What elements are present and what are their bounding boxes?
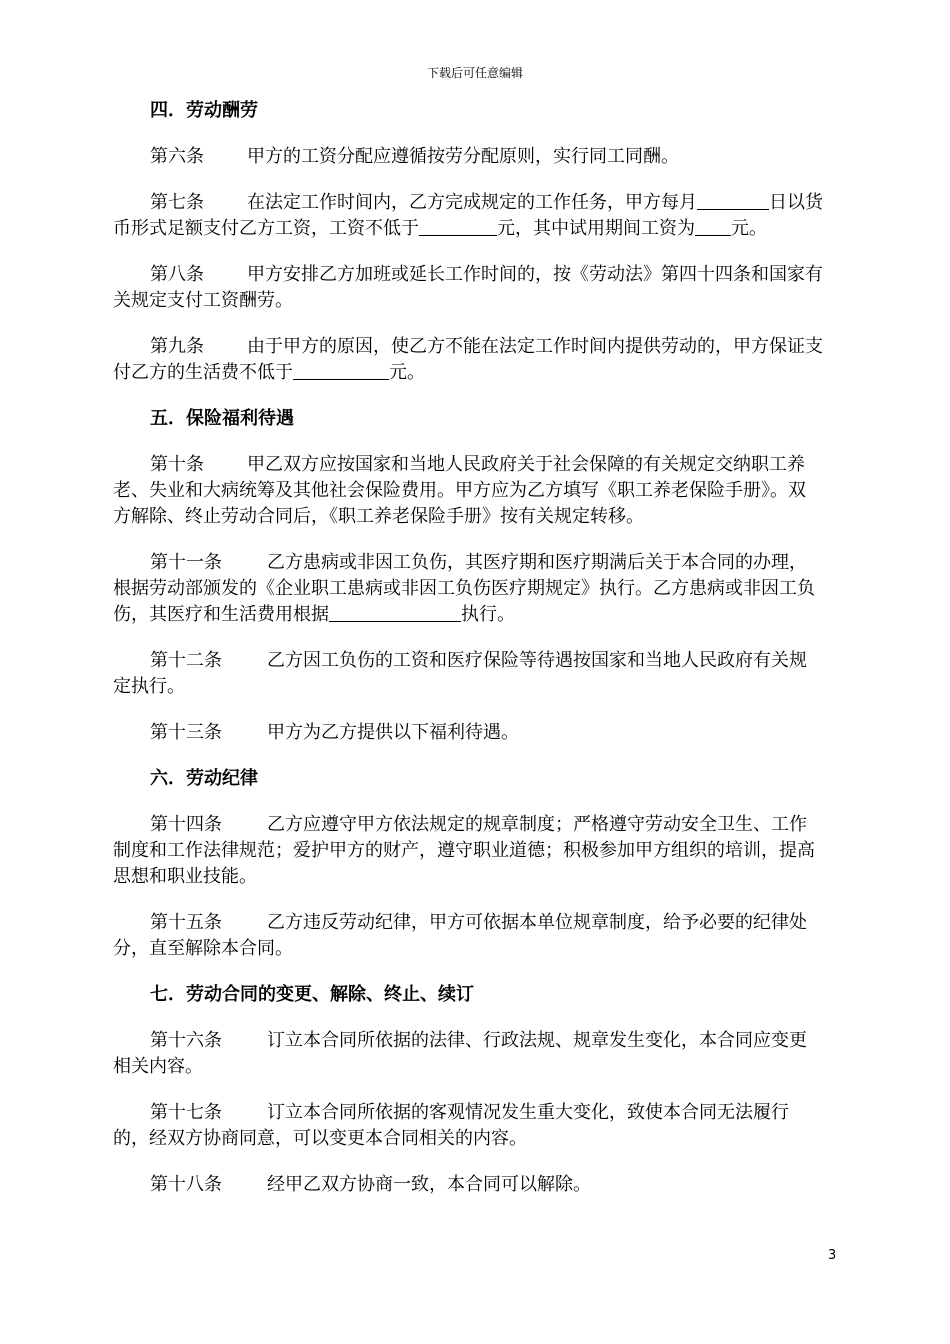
- article-text: 甲方安排乙方加班或延长工作时间的，按《劳动法》第四十四条和国家有关规定支付工资酬劳。: [113, 264, 823, 311]
- article-text: 甲乙双方应按国家和当地人民政府关于社会保障的有关规定交纳职工养老、失业和大病统筹及其他社会保险费用。甲方应为乙方填写《职工养老保险手册》。双方解除、终止劳动合同后，《职工养老保险手册》按有关规定转移。: [113, 454, 806, 527]
- page-header: 下载后可任意编辑: [426, 66, 523, 80]
- article-text: 元。: [731, 218, 767, 239]
- article-label: 第十四条: [150, 814, 222, 835]
- section-heading-5: 五．保险福利待遇: [150, 408, 294, 429]
- article-text: 乙方违反劳动纪律，甲方可依据本单位规章制度，给予必要的纪律处分，直至解除本合同。: [113, 912, 807, 959]
- page-number: 3: [828, 1248, 837, 1263]
- article-7: [113, 190, 823, 242]
- blank-probation-wage: [695, 217, 731, 236]
- article-text: 日以货币形式足额支付乙方工资，工资不低于: [113, 192, 823, 239]
- article-text: 执行。: [461, 604, 515, 625]
- article-text: 乙方应遵守甲方依法规定的规章制度；严格遵守劳动安全卫生、工作制度和工作法律规范；爱护甲方的财产，遵守职业道德；积极参加甲方组织的培训，提高思想和职业技能。: [113, 814, 815, 887]
- article-text: 甲方为乙方提供以下福利待遇。: [267, 722, 519, 743]
- article-17: [113, 1100, 823, 1152]
- article-8: [113, 262, 823, 314]
- article-label: 第十三条: [150, 722, 222, 743]
- article-text: 订立本合同所依据的客观情况发生重大变化，致使本合同无法履行的，经双方协商同意，可以变更本合同相关的内容。: [113, 1102, 789, 1149]
- section-heading-4: 四．劳动酬劳: [150, 100, 258, 121]
- article-18: [113, 1172, 823, 1198]
- article-label: 第十六条: [150, 1030, 222, 1051]
- blank-medical-basis: [329, 603, 461, 622]
- article-label: 第八条: [150, 264, 204, 285]
- article-label: 第十五条: [150, 912, 222, 933]
- article-16: [113, 1028, 823, 1080]
- article-label: 第十八条: [150, 1174, 222, 1195]
- article-12: [113, 648, 823, 700]
- article-text: 在法定工作时间内，乙方完成规定的工作任务，甲方每月: [247, 192, 697, 213]
- article-text: 元。: [389, 362, 425, 383]
- blank-pay-day: [697, 191, 769, 210]
- article-text: 订立本合同所依据的法律、行政法规、规章发生变化，本合同应变更相关内容。: [113, 1030, 807, 1077]
- document-body: [113, 98, 823, 1218]
- article-11: [113, 550, 823, 628]
- article-label: 第六条: [150, 146, 204, 167]
- article-label: 第十七条: [150, 1102, 222, 1123]
- section-heading-7: 七．劳动合同的变更、解除、终止、续订: [150, 984, 474, 1005]
- blank-living-allowance: [293, 361, 389, 380]
- article-10: [113, 452, 823, 530]
- article-text: 甲方的工资分配应遵循按劳分配原则，实行同工同酬。: [247, 146, 679, 167]
- article-text: 元，其中试用期间工资为: [497, 218, 695, 239]
- article-6: [113, 144, 823, 170]
- article-14: [113, 812, 823, 890]
- section-heading-6: 六．劳动纪律: [150, 768, 258, 789]
- article-text: 经甲乙双方协商一致，本合同可以解除。: [267, 1174, 591, 1195]
- article-13: [113, 720, 823, 746]
- blank-min-wage: [419, 217, 497, 236]
- article-9: [113, 334, 823, 386]
- article-label: 第十条: [150, 454, 204, 475]
- article-label: 第十二条: [150, 650, 222, 671]
- article-text: 乙方因工负伤的工资和医疗保险等待遇按国家和当地人民政府有关规定执行。: [113, 650, 807, 697]
- article-text: 乙方患病或非因工负伤，其医疗期和医疗期满后关于本合同的办理，根据劳动部颁发的《企业职工患病或非因工负伤医疗期规定》执行。乙方患病或非因工负伤，其医疗和生活费用根据: [113, 552, 815, 625]
- article-text: 由于甲方的原因，使乙方不能在法定工作时间内提供劳动的，甲方保证支付乙方的生活费不低于: [113, 336, 823, 383]
- article-label: 第九条: [150, 336, 204, 357]
- article-label: 第七条: [150, 192, 204, 213]
- article-15: [113, 910, 823, 962]
- article-label: 第十一条: [150, 552, 222, 573]
